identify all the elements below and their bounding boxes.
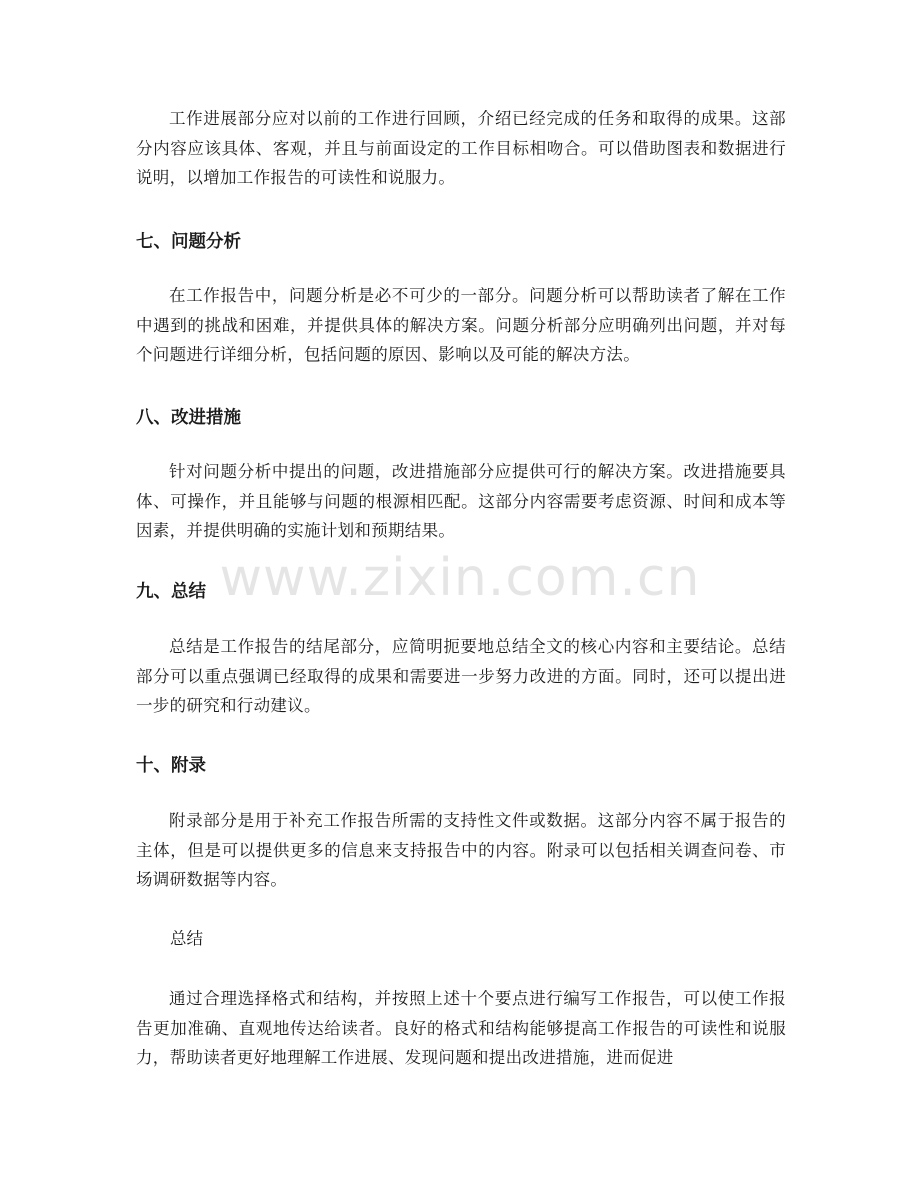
paragraph-progress: 工作进展部分应对以前的工作进行回顾，介绍已经完成的任务和取得的成果。这部分内容应该具体、客观，并且与前面设定的工作目标相吻合。可以借助图表和数据进行说明，以增加工作报告的可读性和说服力。 <box>136 109 786 187</box>
paragraph-appendix: 附录部分是用于补充工作报告所需的支持性文件或数据。这部分内容不属于报告的主体，但是可以提供更多的信息来支持报告中的内容。附录可以包括相关调查问卷、市场调研数据等内容。 <box>136 811 786 889</box>
paragraph-summary: 总结是工作报告的结尾部分，应简明扼要地总结全文的核心内容和主要结论。总结部分可以重点强调已经取得的成果和需要进一步努力改进的方面。同时，还可以提出进一步的研究和行动建议。 <box>136 637 786 715</box>
paragraph-conclusion: 通过合理选择格式和结构，并按照上述十个要点进行编写工作报告，可以使工作报告更加准确、直观地传达给读者。良好的格式和结构能够提高工作报告的可读性和说服力，帮助读者更好地理解工作进展、发现问题和提出改进措施，进而促进 <box>136 989 786 1067</box>
heading-summary: 九、总结 <box>136 582 206 602</box>
heading-appendix: 十、附录 <box>136 756 206 776</box>
paragraph-improvement: 针对问题分析中提出的问题，改进措施部分应提供可行的解决方案。改进措施要具体、可操作，并且能够与问题的根源相匹配。这部分内容需要考虑资源、时间和成本等因素，并提供明确的实施计划和预期结果。 <box>136 462 786 540</box>
heading-problem-analysis: 七、问题分析 <box>136 232 241 252</box>
summary-label: 总结 <box>170 929 203 948</box>
heading-improvement: 八、改进措施 <box>136 408 241 428</box>
paragraph-problem-analysis: 在工作报告中，问题分析是必不可少的一部分。问题分析可以帮助读者了解在工作中遇到的挑战和困难，并提供具体的解决方案。问题分析部分应明确列出问题，并对每个问题进行详细分析，包括问题的原因、影响以及可能的解决方法。 <box>136 286 786 364</box>
watermark-text: www.zixin.com.cn <box>219 548 701 608</box>
